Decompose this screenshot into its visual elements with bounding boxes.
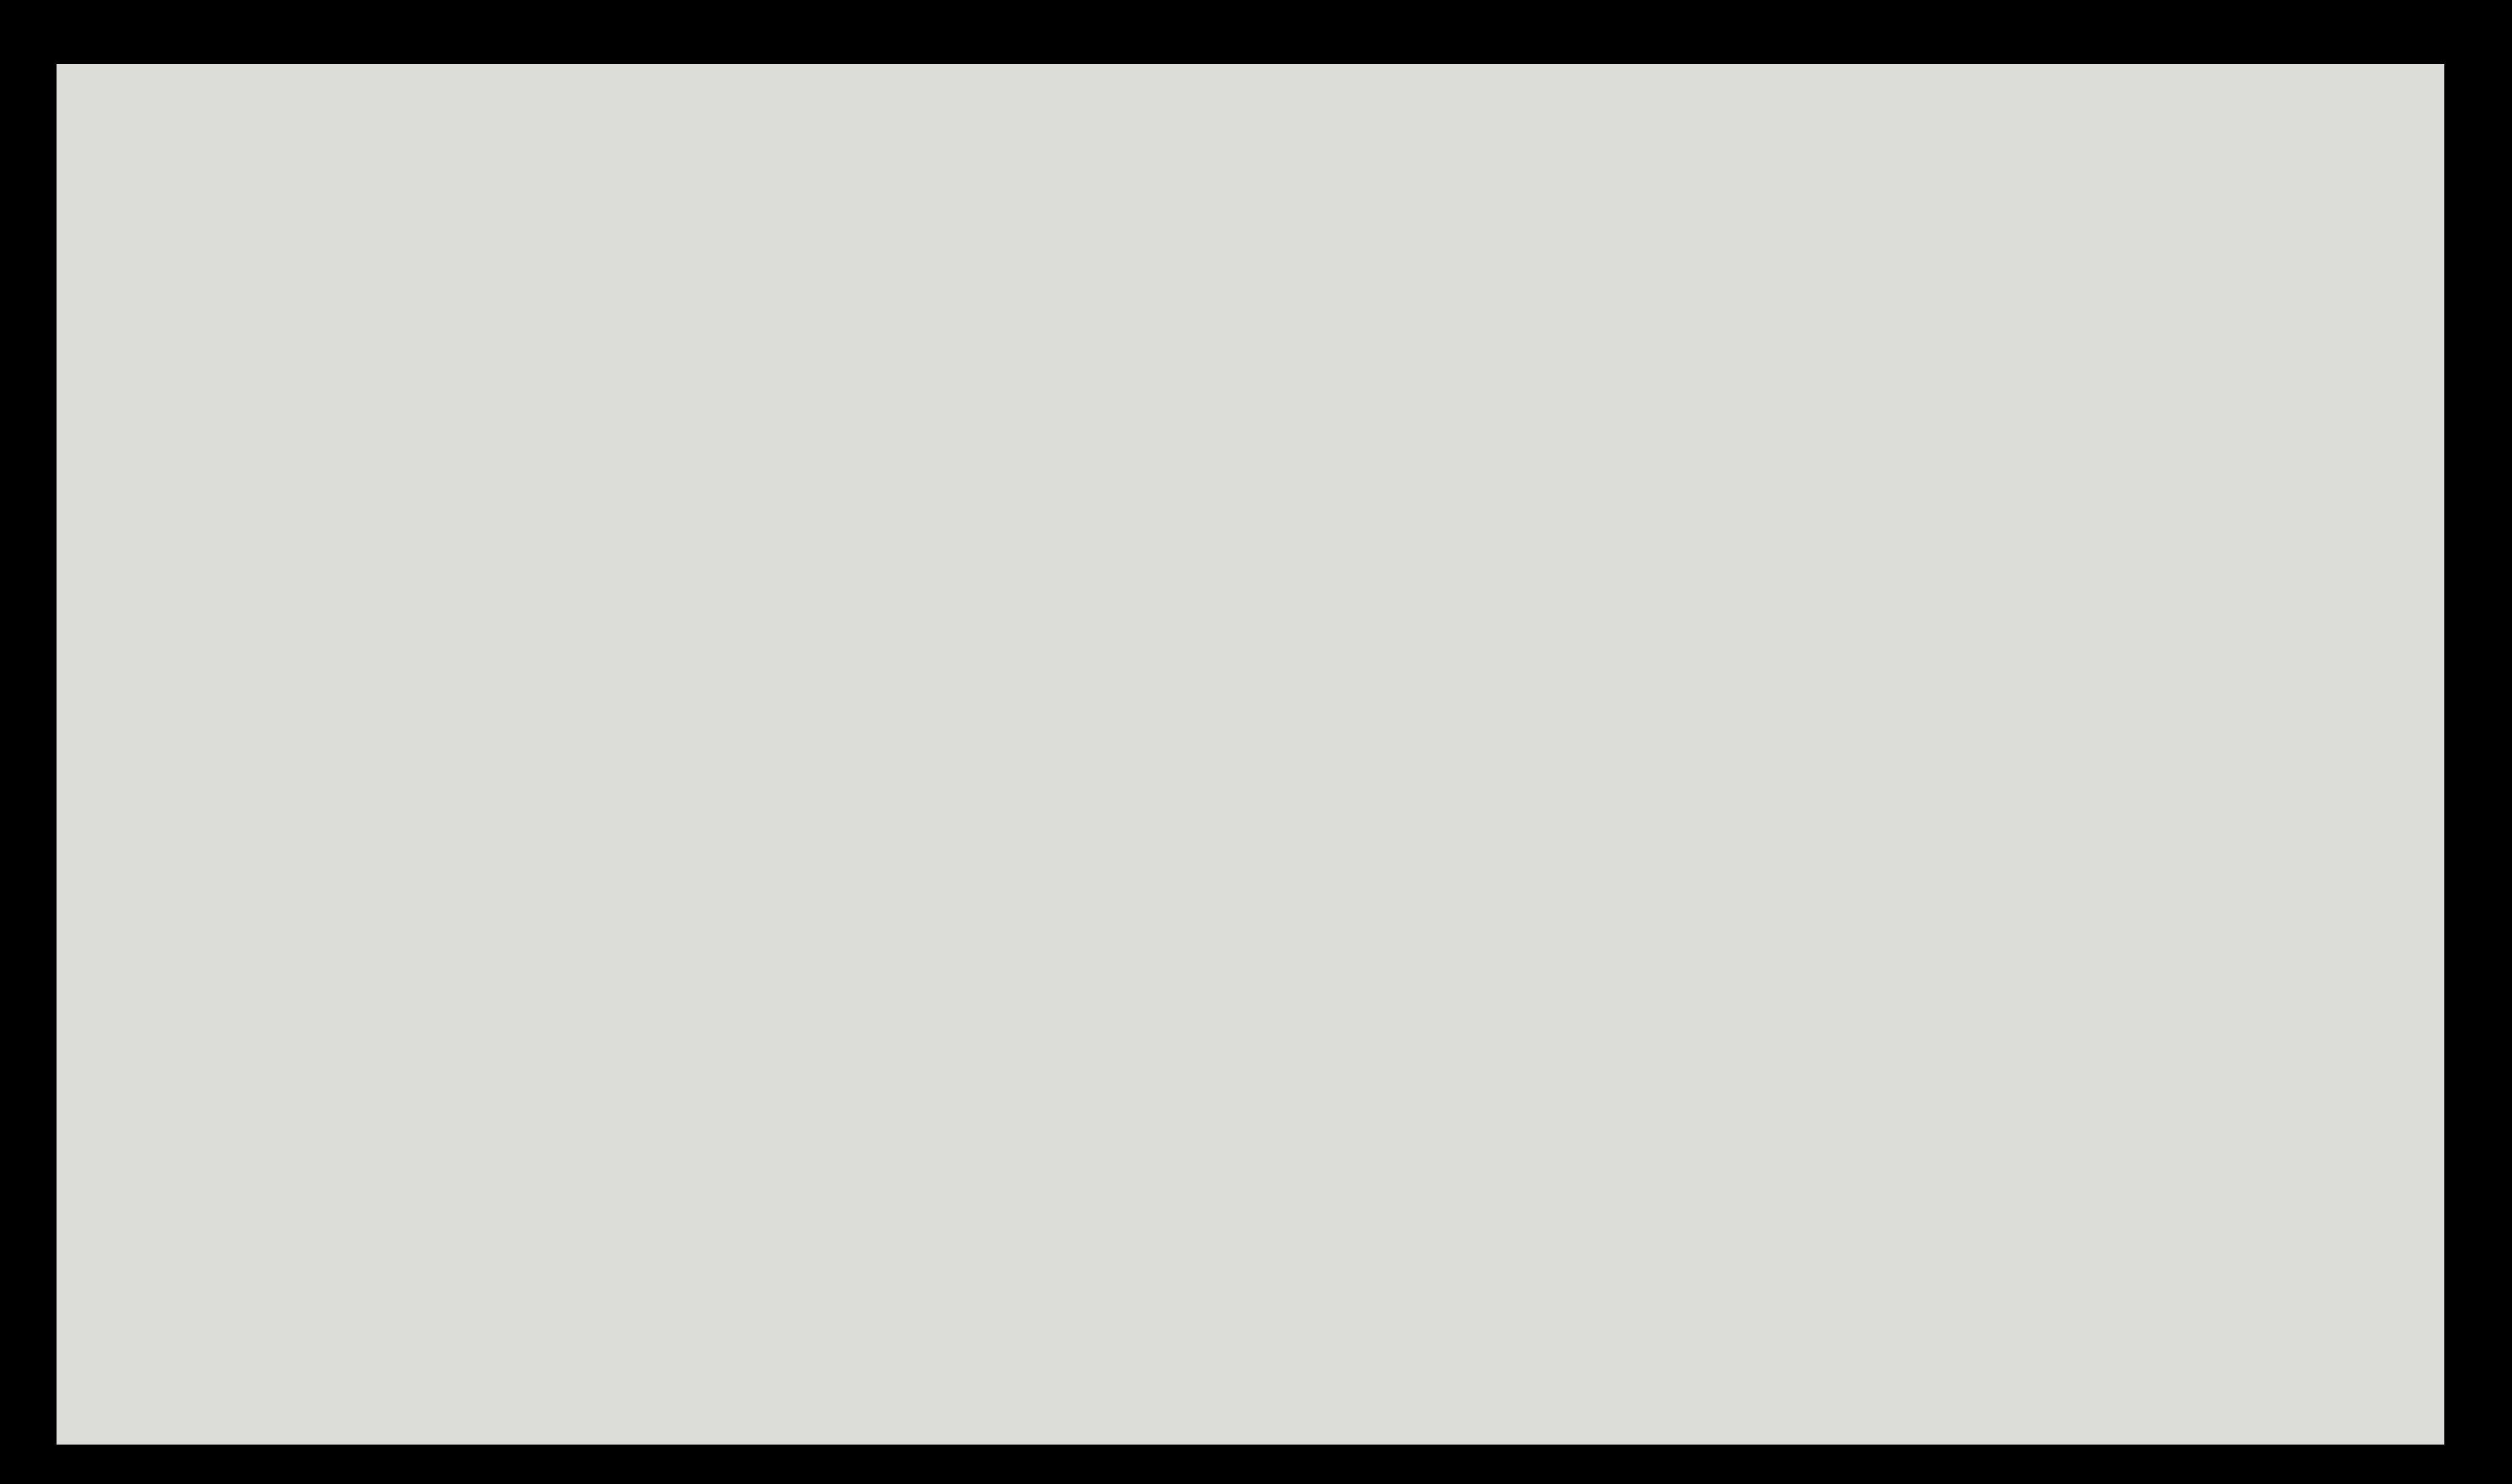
census-card <box>57 64 2444 1445</box>
